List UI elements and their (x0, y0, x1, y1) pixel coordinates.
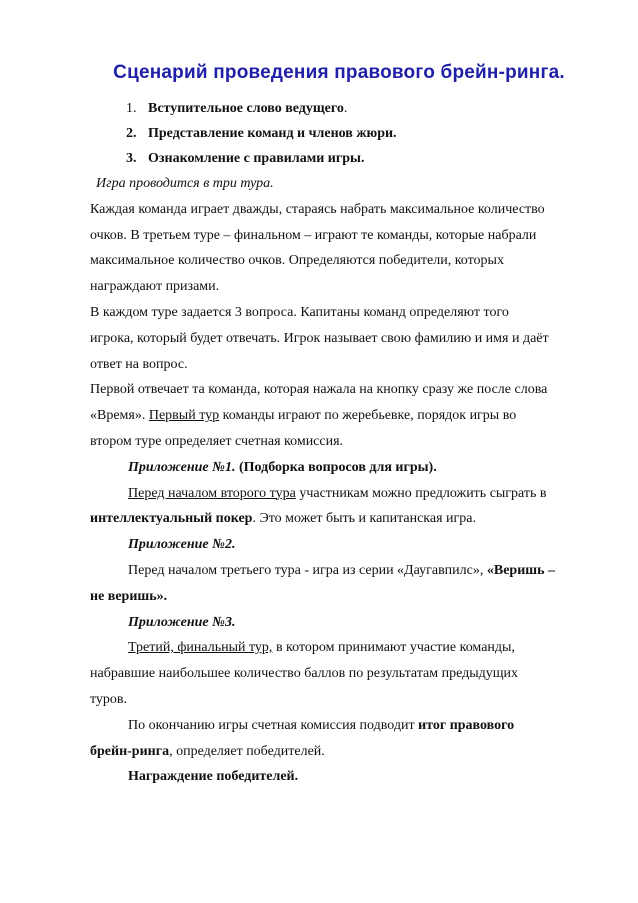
list-text: Представление команд и членов жюри. (148, 126, 397, 141)
text-run: По окончанию игры счетная комиссия подводит (128, 717, 419, 733)
appendix-3-line: Приложение №3. (128, 614, 236, 630)
bold-text: интеллектуальный покер (90, 511, 253, 527)
list-number: 2. (126, 126, 137, 141)
paragraph-line: не веришь». (90, 588, 168, 604)
paragraph-line: награждают призами. (90, 279, 220, 295)
list-item (126, 146, 397, 171)
bold-text: «Веришь – (486, 562, 555, 578)
paragraph-line (90, 713, 600, 739)
paragraph-line: Первой отвечает та команда, которая нажала на кнопку сразу же после слова (90, 382, 548, 398)
underlined-text: Третий, финальный тур, (128, 640, 273, 656)
paragraph-line: Каждая команда играет дважды, стараясь набрать максимальное количество (90, 201, 545, 217)
text-run: , определяет победителей. (169, 743, 325, 759)
title-text: Сценарий проведения правового брейн-ринга. (113, 62, 565, 83)
list-item (126, 96, 397, 121)
paragraph-line (90, 558, 600, 584)
text-run: в котором принимают участие команды, (272, 640, 515, 656)
paragraph-line (90, 739, 600, 765)
text-run: «Время». (90, 408, 149, 424)
paragraph-line: игрока, который будет отвечать. Игрок называет свою фамилию и имя и даёт (90, 330, 549, 346)
paragraph-line (90, 506, 600, 532)
paragraph-line: В каждом туре задается 3 вопроса. Капитаны команд определяют того (90, 304, 509, 320)
paragraph-line: туров. (90, 691, 128, 707)
paragraph-line (90, 403, 600, 429)
text-run: Перед началом третьего тура - игра из серии «Даугавпилс», (128, 562, 487, 578)
paragraph-line: очков. В третьем туре – финальном – играют те команды, которые набрали (90, 227, 537, 243)
paragraph-line (90, 481, 600, 507)
text-run: участникам можно предложить сыграть в (295, 485, 547, 501)
appendix-2-line: Приложение №2. (128, 537, 236, 553)
paragraph-line: втором туре определяет счетная комиссия. (90, 433, 344, 449)
intro-list (126, 96, 397, 171)
paragraph-line: ответ на вопрос. (90, 356, 188, 372)
award-line: Награждение победителей. (128, 769, 299, 785)
list-text: Ознакомление с правилами игры. (148, 151, 365, 166)
paragraph-line (90, 635, 600, 661)
paragraph-line: набравшие наибольшее количество баллов по результатам предыдущих (90, 666, 519, 682)
paragraph-line: максимальное количество очков. Определяются победители, которых (90, 253, 504, 269)
underlined-text: Первый тур (148, 408, 220, 424)
appendix-1-line (90, 455, 600, 481)
list-suffix: . (343, 101, 348, 116)
appendix-label: Приложение №1. (128, 459, 236, 475)
appendix-note: (Подборка вопросов для игры). (235, 459, 437, 475)
rounds-note: Игра проводится в три тура. (96, 176, 274, 191)
page-title (0, 62, 638, 84)
text-run: . Это может быть и капитанская игра. (252, 511, 476, 527)
document-body (90, 171, 600, 790)
list-number: 1. (126, 101, 137, 116)
bold-text: итог правового (418, 717, 515, 733)
text-run: команды играют по жеребьевке, порядок игры во (219, 408, 517, 424)
list-text: Вступительное слово ведущего (148, 101, 344, 116)
underlined-text: Перед началом второго тура (128, 485, 296, 501)
bold-text: брейн-ринга (90, 743, 170, 759)
list-number: 3. (126, 151, 137, 166)
list-item (126, 121, 397, 146)
